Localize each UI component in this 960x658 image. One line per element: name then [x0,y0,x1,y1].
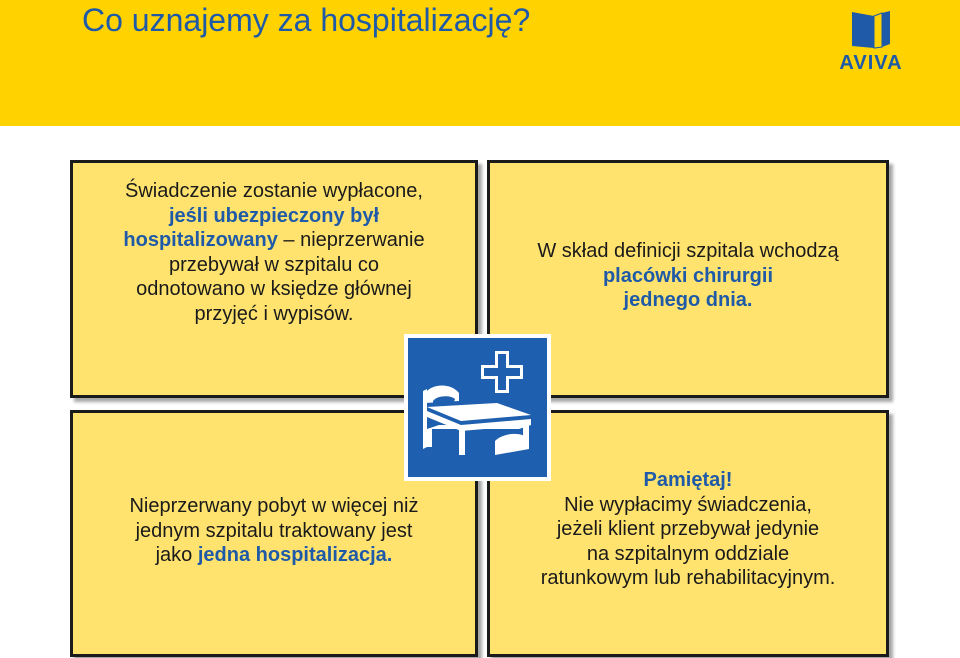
body-text: jednym szpitalu traktowany jest [135,519,413,542]
highlighted-text: hospitalizowany [123,229,278,251]
panel-text [490,239,886,313]
highlighted-text: jedna hospitalizacja. [197,544,393,566]
body-text: jeżeli klient przebywał jedynie [556,518,820,540]
panel-line [490,288,886,313]
panel-line [73,543,475,568]
page-title: Co uznajemy za hospitalizację? [82,2,531,38]
panel-line [73,277,475,302]
body-text: przebywał w szpitalu co [168,253,380,276]
highlighted-text: Pamiętaj! [643,469,733,491]
panel-line [490,542,886,567]
panel-line [73,519,475,544]
panel-line [73,179,475,204]
body-text: – nieprzerwanie [277,229,425,251]
body-text: jako [155,544,198,566]
body-text: W skład definicji szpitala wchodzą [537,240,839,262]
body-text: Nie wypłacimy świadczenia, [564,493,812,516]
panel-line [73,228,475,253]
panel-line [73,494,475,519]
body-text: Świadczenie zostanie wypłacone, [125,180,423,202]
panel-line [490,493,886,518]
panel-line [490,239,886,264]
highlighted-text: placówki chirurgii [602,264,774,287]
panel-line [73,204,475,229]
panel-line [73,302,475,327]
body-text: odnotowano w księdze głównej [136,278,412,300]
body-text: przyjęć i wypisów. [194,302,354,325]
panel-line [490,264,886,289]
highlighted-text: jednego dnia. [623,289,753,311]
highlighted-text: jeśli ubezpieczony był [168,204,380,227]
panel-line [490,566,886,591]
hospital-bed-sign-icon [403,333,552,482]
panel-text [73,494,475,568]
body-text: na szpitalnym oddziale [586,542,790,565]
header-bar [0,0,960,126]
panel-text [73,179,475,326]
panel-line [73,253,475,278]
body-text: ratunkowym lub rehabilitacyjnym. [540,567,836,589]
panel-line [490,517,886,542]
body-text: Nieprzerwany pobyt w więcej niż [129,495,419,517]
panel-text [490,468,886,591]
logo-wordmark: AVIVA [839,52,903,74]
